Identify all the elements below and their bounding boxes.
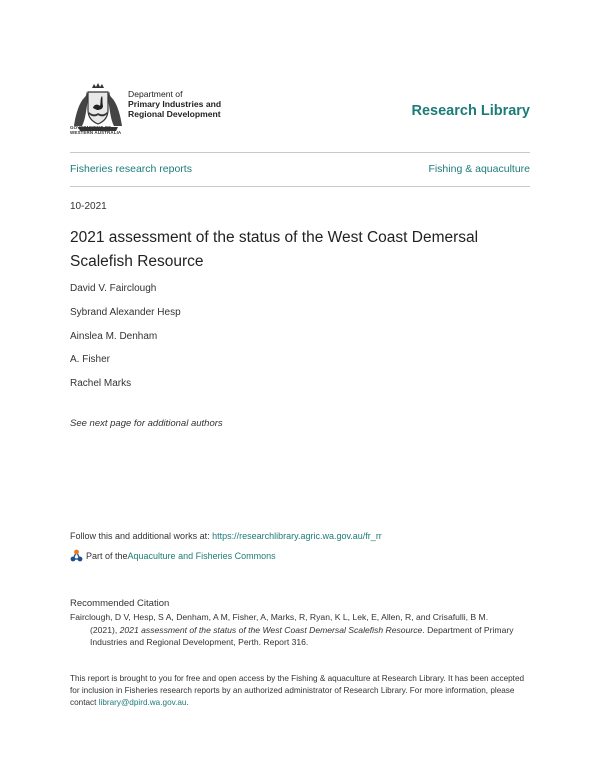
fisheries-research-reports-link[interactable]: Fisheries research reports [70, 163, 192, 175]
document-title: 2021 assessment of the status of the West Coast Demersal Scalefish Resource [70, 229, 479, 270]
author-1: David V. Fairclough [70, 283, 157, 294]
open-access-note [70, 673, 535, 709]
divider-top [70, 152, 530, 153]
citation-authors: Fairclough, D V, Hesp, S A, Denham, A M, Fisher, A, Marks, R, Ryan, K L, Lek, E, Allen, R, and Crisafulli, B M. [70, 612, 489, 622]
department-line-1: Department of [128, 89, 183, 99]
government-label [70, 125, 121, 135]
department-name [128, 89, 221, 119]
citation-details [70, 624, 535, 649]
fishing-aquaculture-link[interactable]: Fishing & aquaculture [428, 163, 530, 175]
citation-text [70, 611, 535, 649]
citation-year: (2021), [90, 624, 120, 635]
research-library-title[interactable]: Research Library [411, 103, 530, 119]
publication-date: 10-2021 [70, 201, 107, 212]
citation-publisher: . Department of Primary Industries and Regional Development, Perth. Report 316. [90, 624, 514, 647]
author-3: Ainslea M. Denham [70, 331, 158, 342]
author-5: Rachel Marks [70, 378, 132, 389]
network-icon [70, 549, 83, 562]
see-next-page-note: See next page for additional authors [70, 418, 223, 429]
open-access-end: . [186, 698, 189, 707]
aquaculture-fisheries-commons-link[interactable]: Aquaculture and Fisheries Commons [127, 550, 276, 561]
follow-prefix: Follow this and additional works at: [70, 531, 213, 541]
open-access-text: This report is brought to you for free and open access by the Fishing & aquaculture at Research Library. It has been accepted for inclusion in Fisheries research reports by an authorized administrator of Research Library. For more information, please contact [70, 674, 525, 707]
contact-email-link[interactable]: library@dpird.wa.gov.au [98, 698, 187, 707]
author-4: A. Fisher [70, 354, 111, 365]
department-line-3: Regional Development [128, 109, 221, 119]
author-2: Sybrand Alexander Hesp [70, 307, 181, 318]
part-of-prefix: Part of the [86, 550, 128, 561]
government-line-2: WESTERN AUSTRALIA [70, 130, 122, 135]
follow-url-link[interactable]: https://researchlibrary.agric.wa.gov.au/fr_rr [212, 531, 382, 541]
citation-title: 2021 assessment of the status of the West Coast Demersal Scalefish Resource [119, 624, 423, 635]
department-line-2: Primary Industries and [128, 99, 222, 109]
follow-line [70, 531, 382, 541]
part-of-line [70, 549, 276, 562]
government-line-1: GOVERNMENT OF [70, 125, 112, 130]
divider-bottom [70, 186, 530, 187]
recommended-citation-heading: Recommended Citation [70, 598, 170, 609]
